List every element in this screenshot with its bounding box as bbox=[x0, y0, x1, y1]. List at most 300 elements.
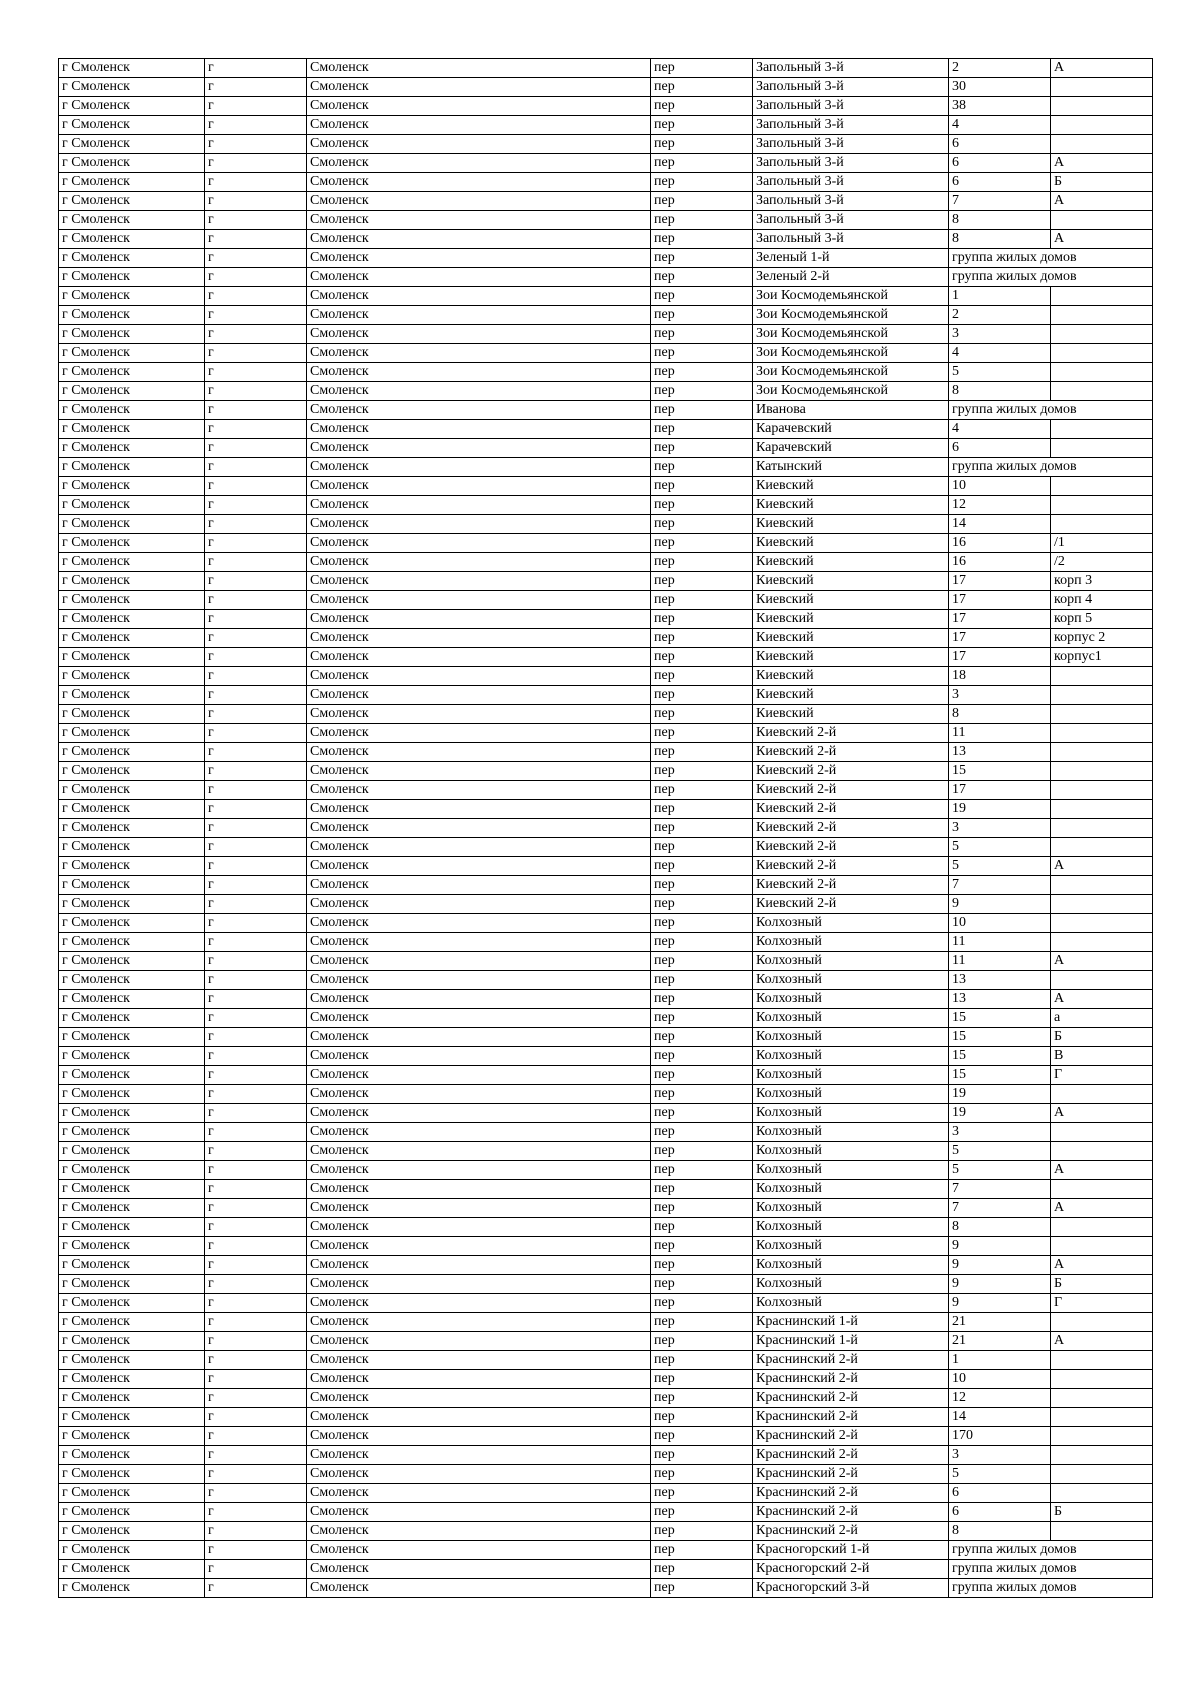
street-type-cell: пер bbox=[651, 1484, 753, 1503]
street-cell: Колхозный bbox=[753, 1028, 949, 1047]
house-cell: 21 bbox=[949, 1313, 1051, 1332]
table-row bbox=[59, 211, 1153, 230]
building-cell: Б bbox=[1051, 1503, 1153, 1522]
settlement-type-cell: г bbox=[205, 363, 307, 382]
street-cell: Киевский bbox=[753, 591, 949, 610]
building-cell bbox=[1051, 1237, 1153, 1256]
table-row bbox=[59, 249, 1153, 268]
region-cell: г Смоленск bbox=[59, 743, 205, 762]
building-cell bbox=[1051, 1389, 1153, 1408]
settlement-cell: Смоленск bbox=[307, 857, 651, 876]
table-row bbox=[59, 59, 1153, 78]
house-cell: 16 bbox=[949, 553, 1051, 572]
settlement-type-cell: г bbox=[205, 1009, 307, 1028]
street-cell: Колхозный bbox=[753, 914, 949, 933]
street-cell: Киевский bbox=[753, 667, 949, 686]
table-row bbox=[59, 401, 1153, 420]
table-row bbox=[59, 1218, 1153, 1237]
street-cell: Киевский 2-й bbox=[753, 781, 949, 800]
building-cell bbox=[1051, 933, 1153, 952]
table-row bbox=[59, 990, 1153, 1009]
house-cell: 2 bbox=[949, 59, 1051, 78]
street-cell: Колхозный bbox=[753, 1047, 949, 1066]
house-cell: 30 bbox=[949, 78, 1051, 97]
street-type-cell: пер bbox=[651, 952, 753, 971]
settlement-type-cell: г bbox=[205, 743, 307, 762]
region-cell: г Смоленск bbox=[59, 1541, 205, 1560]
region-cell: г Смоленск bbox=[59, 249, 205, 268]
settlement-cell: Смоленск bbox=[307, 1218, 651, 1237]
settlement-cell: Смоленск bbox=[307, 1047, 651, 1066]
house-cell: группа жилых домов bbox=[949, 1560, 1153, 1579]
region-cell: г Смоленск bbox=[59, 268, 205, 287]
house-cell: 7 bbox=[949, 1180, 1051, 1199]
house-cell: 3 bbox=[949, 819, 1051, 838]
house-cell: группа жилых домов bbox=[949, 1579, 1153, 1598]
street-type-cell: пер bbox=[651, 1161, 753, 1180]
building-cell: А bbox=[1051, 1104, 1153, 1123]
street-type-cell: пер bbox=[651, 838, 753, 857]
settlement-type-cell: г bbox=[205, 1541, 307, 1560]
street-type-cell: пер bbox=[651, 819, 753, 838]
building-cell bbox=[1051, 477, 1153, 496]
street-type-cell: пер bbox=[651, 1503, 753, 1522]
street-type-cell: пер bbox=[651, 686, 753, 705]
region-cell: г Смоленск bbox=[59, 1579, 205, 1598]
street-cell: Карачевский bbox=[753, 420, 949, 439]
street-type-cell: пер bbox=[651, 1408, 753, 1427]
building-cell bbox=[1051, 1408, 1153, 1427]
street-cell: Колхозный bbox=[753, 1218, 949, 1237]
region-cell: г Смоленск bbox=[59, 477, 205, 496]
settlement-type-cell: г bbox=[205, 686, 307, 705]
table-row bbox=[59, 1161, 1153, 1180]
settlement-cell: Смоленск bbox=[307, 1009, 651, 1028]
street-cell: Краснинский 1-й bbox=[753, 1313, 949, 1332]
house-cell: 4 bbox=[949, 344, 1051, 363]
street-type-cell: пер bbox=[651, 724, 753, 743]
settlement-type-cell: г bbox=[205, 1161, 307, 1180]
region-cell: г Смоленск bbox=[59, 1199, 205, 1218]
table-row bbox=[59, 1180, 1153, 1199]
settlement-cell: Смоленск bbox=[307, 420, 651, 439]
street-type-cell: пер bbox=[651, 230, 753, 249]
street-cell: Киевский bbox=[753, 610, 949, 629]
region-cell: г Смоленск bbox=[59, 458, 205, 477]
building-cell: а bbox=[1051, 1009, 1153, 1028]
table-row bbox=[59, 1123, 1153, 1142]
street-cell: Колхозный bbox=[753, 1199, 949, 1218]
region-cell: г Смоленск bbox=[59, 1047, 205, 1066]
settlement-type-cell: г bbox=[205, 268, 307, 287]
table-row bbox=[59, 800, 1153, 819]
building-cell: А bbox=[1051, 230, 1153, 249]
table-row bbox=[59, 1294, 1153, 1313]
building-cell bbox=[1051, 1446, 1153, 1465]
building-cell: Г bbox=[1051, 1066, 1153, 1085]
region-cell: г Смоленск bbox=[59, 534, 205, 553]
street-cell: Колхозный bbox=[753, 1275, 949, 1294]
house-cell: 13 bbox=[949, 971, 1051, 990]
region-cell: г Смоленск bbox=[59, 1256, 205, 1275]
settlement-type-cell: г bbox=[205, 116, 307, 135]
building-cell bbox=[1051, 1465, 1153, 1484]
house-cell: 170 bbox=[949, 1427, 1051, 1446]
settlement-type-cell: г bbox=[205, 382, 307, 401]
settlement-type-cell: г bbox=[205, 496, 307, 515]
table-row bbox=[59, 1484, 1153, 1503]
region-cell: г Смоленск bbox=[59, 1161, 205, 1180]
settlement-cell: Смоленск bbox=[307, 1465, 651, 1484]
region-cell: г Смоленск bbox=[59, 1427, 205, 1446]
settlement-cell: Смоленск bbox=[307, 192, 651, 211]
settlement-cell: Смоленск bbox=[307, 933, 651, 952]
building-cell bbox=[1051, 1351, 1153, 1370]
house-cell: 5 bbox=[949, 857, 1051, 876]
street-type-cell: пер bbox=[651, 1389, 753, 1408]
building-cell: корп 5 bbox=[1051, 610, 1153, 629]
building-cell bbox=[1051, 496, 1153, 515]
house-cell: 7 bbox=[949, 876, 1051, 895]
building-cell bbox=[1051, 135, 1153, 154]
table-row bbox=[59, 1332, 1153, 1351]
settlement-cell: Смоленск bbox=[307, 1560, 651, 1579]
settlement-type-cell: г bbox=[205, 1104, 307, 1123]
street-cell: Колхозный bbox=[753, 1294, 949, 1313]
region-cell: г Смоленск bbox=[59, 648, 205, 667]
street-cell: Киевский 2-й bbox=[753, 819, 949, 838]
street-type-cell: пер bbox=[651, 1541, 753, 1560]
house-cell: 8 bbox=[949, 211, 1051, 230]
street-type-cell: пер bbox=[651, 97, 753, 116]
settlement-cell: Смоленск bbox=[307, 876, 651, 895]
street-type-cell: пер bbox=[651, 1446, 753, 1465]
region-cell: г Смоленск bbox=[59, 610, 205, 629]
street-type-cell: пер bbox=[651, 933, 753, 952]
region-cell: г Смоленск bbox=[59, 1066, 205, 1085]
building-cell bbox=[1051, 838, 1153, 857]
building-cell bbox=[1051, 306, 1153, 325]
street-cell: Зои Космодемьянской bbox=[753, 363, 949, 382]
settlement-cell: Смоленск bbox=[307, 249, 651, 268]
table-row bbox=[59, 1465, 1153, 1484]
building-cell bbox=[1051, 895, 1153, 914]
house-cell: 15 bbox=[949, 1009, 1051, 1028]
region-cell: г Смоленск bbox=[59, 819, 205, 838]
settlement-type-cell: г bbox=[205, 1085, 307, 1104]
building-cell bbox=[1051, 971, 1153, 990]
building-cell: А bbox=[1051, 154, 1153, 173]
building-cell bbox=[1051, 914, 1153, 933]
settlement-cell: Смоленск bbox=[307, 800, 651, 819]
region-cell: г Смоленск bbox=[59, 914, 205, 933]
settlement-type-cell: г bbox=[205, 629, 307, 648]
settlement-type-cell: г bbox=[205, 1237, 307, 1256]
region-cell: г Смоленск bbox=[59, 572, 205, 591]
street-cell: Зои Космодемьянской bbox=[753, 344, 949, 363]
street-cell: Киевский bbox=[753, 515, 949, 534]
street-cell: Краснинский 2-й bbox=[753, 1370, 949, 1389]
street-type-cell: пер bbox=[651, 1256, 753, 1275]
building-cell: А bbox=[1051, 192, 1153, 211]
region-cell: г Смоленск bbox=[59, 705, 205, 724]
region-cell: г Смоленск bbox=[59, 1294, 205, 1313]
settlement-type-cell: г bbox=[205, 1408, 307, 1427]
house-cell: 13 bbox=[949, 990, 1051, 1009]
house-cell: 5 bbox=[949, 1142, 1051, 1161]
region-cell: г Смоленск bbox=[59, 1560, 205, 1579]
house-cell: 6 bbox=[949, 135, 1051, 154]
street-cell: Краснинский 2-й bbox=[753, 1484, 949, 1503]
building-cell bbox=[1051, 116, 1153, 135]
street-type-cell: пер bbox=[651, 857, 753, 876]
house-cell: 18 bbox=[949, 667, 1051, 686]
settlement-cell: Смоленск bbox=[307, 895, 651, 914]
building-cell bbox=[1051, 1427, 1153, 1446]
street-type-cell: пер bbox=[651, 534, 753, 553]
table-row bbox=[59, 971, 1153, 990]
settlement-cell: Смоленск bbox=[307, 1199, 651, 1218]
table-row bbox=[59, 1047, 1153, 1066]
settlement-type-cell: г bbox=[205, 1522, 307, 1541]
table-row bbox=[59, 192, 1153, 211]
street-cell: Киевский 2-й bbox=[753, 800, 949, 819]
building-cell bbox=[1051, 363, 1153, 382]
street-cell: Запольный 3-й bbox=[753, 59, 949, 78]
settlement-type-cell: г bbox=[205, 800, 307, 819]
settlement-type-cell: г bbox=[205, 971, 307, 990]
settlement-cell: Смоленск bbox=[307, 287, 651, 306]
street-cell: Киевский 2-й bbox=[753, 857, 949, 876]
building-cell bbox=[1051, 1484, 1153, 1503]
table-row bbox=[59, 1351, 1153, 1370]
house-cell: группа жилых домов bbox=[949, 1541, 1153, 1560]
settlement-cell: Смоленск bbox=[307, 1294, 651, 1313]
street-type-cell: пер bbox=[651, 458, 753, 477]
house-cell: 10 bbox=[949, 477, 1051, 496]
street-cell: Катынский bbox=[753, 458, 949, 477]
street-type-cell: пер bbox=[651, 990, 753, 1009]
settlement-type-cell: г bbox=[205, 1047, 307, 1066]
settlement-type-cell: г bbox=[205, 933, 307, 952]
street-cell: Киевский bbox=[753, 477, 949, 496]
settlement-type-cell: г bbox=[205, 325, 307, 344]
street-type-cell: пер bbox=[651, 572, 753, 591]
street-type-cell: пер bbox=[651, 876, 753, 895]
street-cell: Зои Космодемьянской bbox=[753, 287, 949, 306]
building-cell: Б bbox=[1051, 1275, 1153, 1294]
street-type-cell: пер bbox=[651, 268, 753, 287]
street-type-cell: пер bbox=[651, 610, 753, 629]
settlement-cell: Смоленск bbox=[307, 325, 651, 344]
settlement-cell: Смоленск bbox=[307, 591, 651, 610]
settlement-type-cell: г bbox=[205, 1465, 307, 1484]
street-cell: Краснинский 2-й bbox=[753, 1351, 949, 1370]
street-cell: Красногорский 1-й bbox=[753, 1541, 949, 1560]
settlement-type-cell: г bbox=[205, 667, 307, 686]
building-cell: А bbox=[1051, 59, 1153, 78]
settlement-cell: Смоленск bbox=[307, 1256, 651, 1275]
settlement-type-cell: г bbox=[205, 173, 307, 192]
settlement-type-cell: г bbox=[205, 1484, 307, 1503]
region-cell: г Смоленск bbox=[59, 1408, 205, 1427]
house-cell: 3 bbox=[949, 325, 1051, 344]
settlement-cell: Смоленск bbox=[307, 1275, 651, 1294]
street-cell: Красногорский 2-й bbox=[753, 1560, 949, 1579]
region-cell: г Смоленск bbox=[59, 382, 205, 401]
settlement-type-cell: г bbox=[205, 1313, 307, 1332]
region-cell: г Смоленск bbox=[59, 1351, 205, 1370]
building-cell: корпус 2 bbox=[1051, 629, 1153, 648]
settlement-cell: Смоленск bbox=[307, 1028, 651, 1047]
street-type-cell: пер bbox=[651, 135, 753, 154]
settlement-type-cell: г bbox=[205, 420, 307, 439]
street-type-cell: пер bbox=[651, 1104, 753, 1123]
settlement-type-cell: г bbox=[205, 648, 307, 667]
building-cell bbox=[1051, 439, 1153, 458]
house-cell: 7 bbox=[949, 1199, 1051, 1218]
table-row bbox=[59, 724, 1153, 743]
settlement-cell: Смоленск bbox=[307, 667, 651, 686]
settlement-type-cell: г bbox=[205, 762, 307, 781]
table-row bbox=[59, 534, 1153, 553]
house-cell: 15 bbox=[949, 1066, 1051, 1085]
street-type-cell: пер bbox=[651, 477, 753, 496]
street-type-cell: пер bbox=[651, 1047, 753, 1066]
region-cell: г Смоленск bbox=[59, 496, 205, 515]
table-row bbox=[59, 268, 1153, 287]
street-cell: Запольный 3-й bbox=[753, 192, 949, 211]
house-cell: 5 bbox=[949, 1465, 1051, 1484]
street-cell: Запольный 3-й bbox=[753, 78, 949, 97]
street-type-cell: пер bbox=[651, 382, 753, 401]
region-cell: г Смоленск bbox=[59, 325, 205, 344]
table-row bbox=[59, 287, 1153, 306]
street-cell: Киевский bbox=[753, 686, 949, 705]
house-cell: 17 bbox=[949, 610, 1051, 629]
street-type-cell: пер bbox=[651, 154, 753, 173]
street-type-cell: пер bbox=[651, 420, 753, 439]
table-row bbox=[59, 1142, 1153, 1161]
building-cell bbox=[1051, 78, 1153, 97]
table-row bbox=[59, 743, 1153, 762]
table-row bbox=[59, 1009, 1153, 1028]
house-cell: группа жилых домов bbox=[949, 401, 1153, 420]
region-cell: г Смоленск bbox=[59, 781, 205, 800]
building-cell bbox=[1051, 1123, 1153, 1142]
settlement-cell: Смоленск bbox=[307, 477, 651, 496]
street-type-cell: пер bbox=[651, 591, 753, 610]
settlement-type-cell: г bbox=[205, 724, 307, 743]
street-type-cell: пер bbox=[651, 1123, 753, 1142]
street-type-cell: пер bbox=[651, 78, 753, 97]
region-cell: г Смоленск bbox=[59, 439, 205, 458]
street-type-cell: пер bbox=[651, 971, 753, 990]
settlement-cell: Смоленск bbox=[307, 230, 651, 249]
settlement-type-cell: г bbox=[205, 59, 307, 78]
house-cell: 3 bbox=[949, 1123, 1051, 1142]
house-cell: 3 bbox=[949, 686, 1051, 705]
settlement-cell: Смоленск bbox=[307, 1142, 651, 1161]
street-cell: Зои Космодемьянской bbox=[753, 325, 949, 344]
address-table bbox=[58, 58, 1153, 1598]
street-cell: Краснинский 2-й bbox=[753, 1427, 949, 1446]
settlement-type-cell: г bbox=[205, 1275, 307, 1294]
table-row bbox=[59, 838, 1153, 857]
street-type-cell: пер bbox=[651, 439, 753, 458]
house-cell: 5 bbox=[949, 363, 1051, 382]
street-type-cell: пер bbox=[651, 1560, 753, 1579]
street-type-cell: пер bbox=[651, 1370, 753, 1389]
building-cell bbox=[1051, 325, 1153, 344]
street-type-cell: пер bbox=[651, 914, 753, 933]
house-cell: 21 bbox=[949, 1332, 1051, 1351]
settlement-type-cell: г bbox=[205, 78, 307, 97]
street-type-cell: пер bbox=[651, 1142, 753, 1161]
street-type-cell: пер bbox=[651, 1579, 753, 1598]
table-row bbox=[59, 1028, 1153, 1047]
settlement-cell: Смоленск bbox=[307, 1541, 651, 1560]
region-cell: г Смоленск bbox=[59, 363, 205, 382]
building-cell bbox=[1051, 1180, 1153, 1199]
settlement-type-cell: г bbox=[205, 439, 307, 458]
street-type-cell: пер bbox=[651, 781, 753, 800]
table-row bbox=[59, 1237, 1153, 1256]
building-cell bbox=[1051, 1218, 1153, 1237]
address-table-body bbox=[59, 59, 1153, 1598]
table-row bbox=[59, 420, 1153, 439]
building-cell bbox=[1051, 1522, 1153, 1541]
settlement-type-cell: г bbox=[205, 154, 307, 173]
settlement-type-cell: г bbox=[205, 1180, 307, 1199]
building-cell bbox=[1051, 743, 1153, 762]
building-cell: В bbox=[1051, 1047, 1153, 1066]
building-cell: корпус1 bbox=[1051, 648, 1153, 667]
street-type-cell: пер bbox=[651, 1351, 753, 1370]
house-cell: 8 bbox=[949, 705, 1051, 724]
settlement-cell: Смоленск bbox=[307, 534, 651, 553]
street-type-cell: пер bbox=[651, 325, 753, 344]
settlement-cell: Смоленск bbox=[307, 1332, 651, 1351]
settlement-cell: Смоленск bbox=[307, 97, 651, 116]
table-row bbox=[59, 439, 1153, 458]
house-cell: 9 bbox=[949, 895, 1051, 914]
house-cell: 3 bbox=[949, 1446, 1051, 1465]
street-type-cell: пер bbox=[651, 1427, 753, 1446]
table-row bbox=[59, 116, 1153, 135]
street-cell: Колхозный bbox=[753, 1161, 949, 1180]
settlement-type-cell: г bbox=[205, 876, 307, 895]
settlement-cell: Смоленск bbox=[307, 363, 651, 382]
building-cell bbox=[1051, 705, 1153, 724]
house-cell: 10 bbox=[949, 914, 1051, 933]
building-cell: А bbox=[1051, 990, 1153, 1009]
settlement-type-cell: г bbox=[205, 249, 307, 268]
building-cell: А bbox=[1051, 1199, 1153, 1218]
settlement-type-cell: г bbox=[205, 211, 307, 230]
street-cell: Киевский bbox=[753, 534, 949, 553]
table-row bbox=[59, 819, 1153, 838]
table-row bbox=[59, 458, 1153, 477]
table-row bbox=[59, 933, 1153, 952]
table-row bbox=[59, 1541, 1153, 1560]
region-cell: г Смоленск bbox=[59, 135, 205, 154]
settlement-cell: Смоленск bbox=[307, 610, 651, 629]
region-cell: г Смоленск bbox=[59, 420, 205, 439]
region-cell: г Смоленск bbox=[59, 192, 205, 211]
street-type-cell: пер bbox=[651, 553, 753, 572]
building-cell: корп 4 bbox=[1051, 591, 1153, 610]
